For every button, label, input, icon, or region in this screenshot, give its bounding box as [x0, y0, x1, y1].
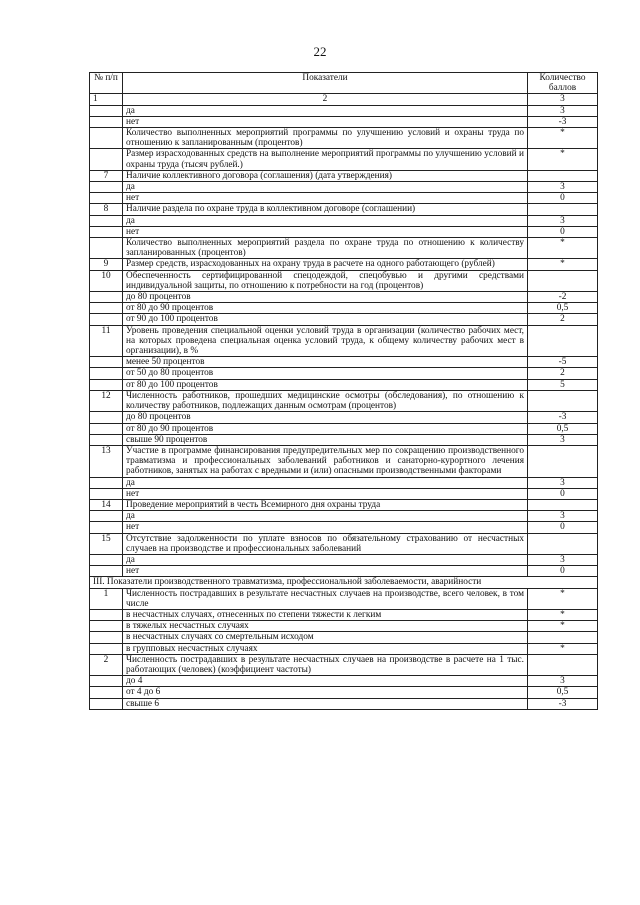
row-number: 1 — [90, 588, 123, 609]
table-row — [90, 522, 598, 533]
row-indicator: да — [123, 215, 528, 226]
row-indicator: Участие в программе финансирования предупредительных мер по сокращению производственного травматизма и профессиональных заболеваний работников и санаторно-курортного лечения работников, занятых на работах с вредными и (или) опасными производственными факторами — [123, 445, 528, 477]
row-indicator: Численность работников, прошедших медицинские осмотры (обследования), по отношению к количеству работников, подлежащих данным осмотрам (процентов) — [123, 390, 528, 411]
table-row — [90, 390, 598, 411]
table-row — [90, 632, 598, 643]
row-indicator: Уровень проведения специальной оценки условий труда в организации (количество рабочих мест, на которых проведена специальная оценка условий труда, к общему количеству рабочих мест в организации), в % — [123, 325, 528, 357]
row-number — [90, 226, 123, 237]
row-number — [90, 676, 123, 687]
row-indicator: Количество выполненных мероприятий программы по улучшению условий и охраны труда по отношению к запланированным (процентов) — [123, 128, 528, 149]
row-points: 3 — [528, 434, 598, 445]
row-indicator: до 80 процентов — [123, 412, 528, 423]
row-points — [528, 654, 598, 675]
row-points — [528, 170, 598, 181]
row-indicator: Обеспеченность сертифицированной спецодеждой, спецобувью и другими средствами индивидуальной защиты, по отношению к потребности на год (процентов) — [123, 270, 528, 291]
row-indicator: от 80 до 100 процентов — [123, 379, 528, 390]
table-row — [90, 566, 598, 577]
section-title: III. Показатели производственного травматизма, профессиональной заболеваемости, аварийности — [90, 577, 598, 588]
table-row — [90, 477, 598, 488]
row-points: 0 — [528, 488, 598, 499]
column-number-2: 2 — [123, 94, 528, 105]
row-indicator: да — [123, 511, 528, 522]
row-points: 2 — [528, 314, 598, 325]
section-row — [90, 577, 598, 588]
row-number — [90, 423, 123, 434]
row-indicator: в несчастных случаях, отнесенных по степени тяжести к легким — [123, 609, 528, 620]
row-points: 3 — [528, 105, 598, 116]
row-indicator: от 50 до 80 процентов — [123, 368, 528, 379]
table-row — [90, 116, 598, 127]
row-indicator: да — [123, 105, 528, 116]
row-number: 12 — [90, 390, 123, 411]
row-indicator: нет — [123, 522, 528, 533]
row-number: 8 — [90, 204, 123, 215]
table-row — [90, 182, 598, 193]
row-number — [90, 554, 123, 565]
indicators-table — [89, 72, 598, 710]
row-number — [90, 182, 123, 193]
row-number — [90, 357, 123, 368]
row-points — [528, 632, 598, 643]
table-row — [90, 215, 598, 226]
row-points: 3 — [528, 182, 598, 193]
row-points: 0 — [528, 226, 598, 237]
table-row — [90, 379, 598, 390]
row-number — [90, 314, 123, 325]
row-number — [90, 698, 123, 709]
row-number — [90, 215, 123, 226]
table-header-row — [90, 73, 598, 94]
table-row — [90, 325, 598, 357]
row-indicator: Количество выполненных мероприятий раздела по охране труда по отношению к количеству запланированных (процентов) — [123, 238, 528, 259]
row-number — [90, 522, 123, 533]
table-row — [90, 368, 598, 379]
row-number — [90, 303, 123, 314]
row-points — [528, 204, 598, 215]
row-points: -2 — [528, 292, 598, 303]
table-row — [90, 204, 598, 215]
table-row — [90, 654, 598, 675]
table-row — [90, 533, 598, 554]
row-points: 0,5 — [528, 687, 598, 698]
page-number: 22 — [313, 44, 327, 59]
row-indicator: от 90 до 100 процентов — [123, 314, 528, 325]
row-points: 3 — [528, 554, 598, 565]
row-number: 11 — [90, 325, 123, 357]
row-number — [90, 105, 123, 116]
table-row — [90, 149, 598, 170]
row-points: * — [528, 609, 598, 620]
table-row — [90, 292, 598, 303]
row-number — [90, 511, 123, 522]
table-row — [90, 621, 598, 632]
table-row — [90, 314, 598, 325]
row-number — [90, 412, 123, 423]
row-number: 7 — [90, 170, 123, 181]
row-indicator: Наличие коллективного договора (соглашения) (дата утверждения) — [123, 170, 528, 181]
table-body — [90, 105, 598, 709]
row-points: 2 — [528, 368, 598, 379]
row-number — [90, 193, 123, 204]
table-row — [90, 105, 598, 116]
table-row — [90, 170, 598, 181]
table-row — [90, 676, 598, 687]
row-number — [90, 477, 123, 488]
row-number — [90, 116, 123, 127]
table-row — [90, 238, 598, 259]
table-row — [90, 128, 598, 149]
row-indicator: нет — [123, 116, 528, 127]
row-number: 2 — [90, 654, 123, 675]
row-points — [528, 499, 598, 510]
row-points — [528, 270, 598, 291]
row-indicator: нет — [123, 566, 528, 577]
row-number: 13 — [90, 445, 123, 477]
row-points: 0 — [528, 193, 598, 204]
table-row — [90, 488, 598, 499]
table-row — [90, 499, 598, 510]
row-points: * — [528, 149, 598, 170]
row-points: * — [528, 588, 598, 609]
row-number: 14 — [90, 499, 123, 510]
table-row — [90, 445, 598, 477]
header-points: Количество баллов — [528, 73, 598, 94]
row-indicator: до 80 процентов — [123, 292, 528, 303]
row-indicator: Отсутствие задолженности по уплате взносов по обязательному страхованию от несчастных случаев на производстве и профессиональных заболеваний — [123, 533, 528, 554]
column-number-1: 1 — [90, 94, 123, 105]
row-points: 0 — [528, 522, 598, 533]
row-number — [90, 292, 123, 303]
row-number: 15 — [90, 533, 123, 554]
row-number — [90, 687, 123, 698]
table-row — [90, 643, 598, 654]
row-indicator: в несчастных случаях со смертельным исходом — [123, 632, 528, 643]
row-indicator: да — [123, 182, 528, 193]
row-indicator: до 4 — [123, 676, 528, 687]
row-indicator: свыше 90 процентов — [123, 434, 528, 445]
row-indicator: Численность пострадавших в результате несчастных случаев на производстве в расчете на 1 тыс. работающих (человек) (коэффициент частоты) — [123, 654, 528, 675]
row-indicator: свыше 6 — [123, 698, 528, 709]
row-points: -5 — [528, 357, 598, 368]
column-number-3: 3 — [528, 94, 598, 105]
row-number — [90, 368, 123, 379]
row-points — [528, 325, 598, 357]
table-row — [90, 357, 598, 368]
row-number — [90, 238, 123, 259]
row-indicator: в тяжелых несчастных случаях — [123, 621, 528, 632]
table-row — [90, 554, 598, 565]
table-row — [90, 434, 598, 445]
row-points — [528, 390, 598, 411]
row-points: -3 — [528, 698, 598, 709]
row-number — [90, 566, 123, 577]
header-number: № п/п — [90, 73, 123, 94]
row-number — [90, 128, 123, 149]
row-indicator: от 80 до 90 процентов — [123, 423, 528, 434]
row-indicator: Размер израсходованных средств на выполнение мероприятий программы по улучшению условий и охраны труда (тысяч рублей.) — [123, 149, 528, 170]
row-points: * — [528, 259, 598, 270]
row-number — [90, 632, 123, 643]
row-indicator: в групповых несчастных случаях — [123, 643, 528, 654]
row-points: 0,5 — [528, 423, 598, 434]
header-indicators: Показатели — [123, 73, 528, 94]
row-indicator: нет — [123, 488, 528, 499]
row-number: 10 — [90, 270, 123, 291]
row-number — [90, 434, 123, 445]
table-row — [90, 588, 598, 609]
row-number — [90, 379, 123, 390]
table-row — [90, 193, 598, 204]
table-row — [90, 303, 598, 314]
table-row — [90, 698, 598, 709]
table-row — [90, 226, 598, 237]
row-indicator: нет — [123, 226, 528, 237]
row-points: -3 — [528, 116, 598, 127]
row-points: * — [528, 238, 598, 259]
row-indicator: от 80 до 90 процентов — [123, 303, 528, 314]
row-points: 5 — [528, 379, 598, 390]
row-points: * — [528, 643, 598, 654]
row-number — [90, 609, 123, 620]
row-number — [90, 488, 123, 499]
table-row — [90, 259, 598, 270]
row-indicator: от 4 до 6 — [123, 687, 528, 698]
row-points: 3 — [528, 676, 598, 687]
table-row — [90, 412, 598, 423]
row-indicator: Размер средств, израсходованных на охрану труда в расчете на одного работающего (рублей) — [123, 259, 528, 270]
row-indicator: менее 50 процентов — [123, 357, 528, 368]
row-number — [90, 621, 123, 632]
row-number — [90, 643, 123, 654]
row-points: * — [528, 621, 598, 632]
table-row — [90, 687, 598, 698]
row-indicator: да — [123, 554, 528, 565]
table-row — [90, 609, 598, 620]
row-number — [90, 149, 123, 170]
row-indicator: да — [123, 477, 528, 488]
table-row — [90, 270, 598, 291]
table-row — [90, 423, 598, 434]
row-number: 9 — [90, 259, 123, 270]
row-indicator: Численность пострадавших в результате несчастных случаев на производстве, всего человек, в том числе — [123, 588, 528, 609]
table-row — [90, 511, 598, 522]
row-points: 3 — [528, 511, 598, 522]
row-points — [528, 533, 598, 554]
row-points: -3 — [528, 412, 598, 423]
row-indicator: нет — [123, 193, 528, 204]
row-points: 3 — [528, 477, 598, 488]
row-indicator: Наличие раздела по охране труда в коллективном договоре (соглашении) — [123, 204, 528, 215]
column-number-row — [90, 94, 598, 105]
row-points: 0 — [528, 566, 598, 577]
row-points: * — [528, 128, 598, 149]
row-indicator: Проведение мероприятий в честь Всемирного дня охраны труда — [123, 499, 528, 510]
row-points — [528, 445, 598, 477]
row-points: 0,5 — [528, 303, 598, 314]
row-points: 3 — [528, 215, 598, 226]
